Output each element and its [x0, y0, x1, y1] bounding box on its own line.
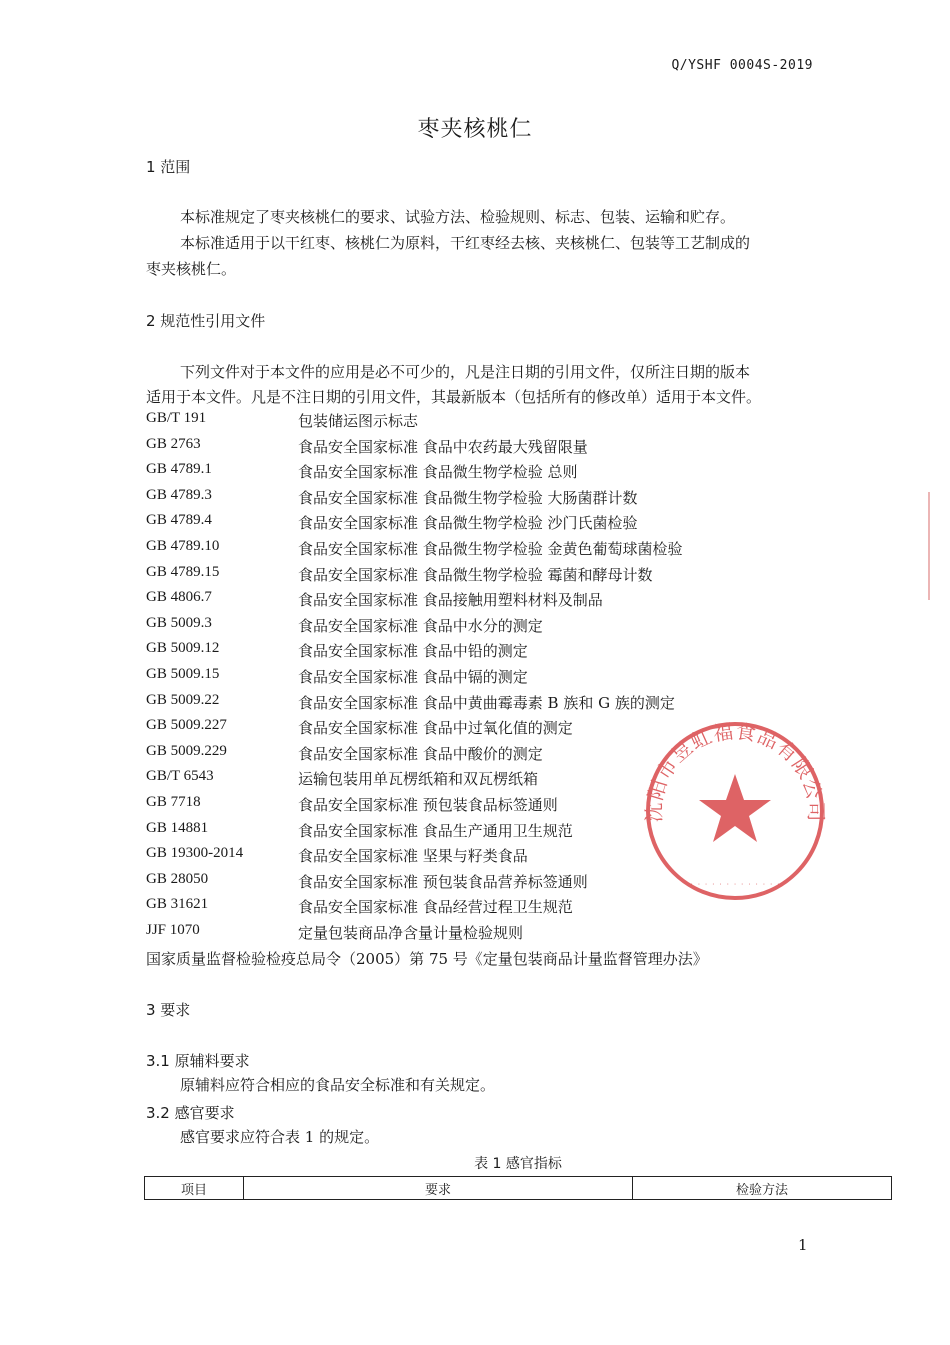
reference-code: JJF 1070 [146, 922, 200, 938]
company-seal [640, 716, 830, 902]
reference-code: GB 14881 [146, 820, 209, 836]
table-header-method: 检验方法 [633, 1177, 892, 1200]
reference-title: 食品安全国家标准 食品中过氧化值的测定 [298, 719, 573, 737]
reference-title: 食品安全国家标准 食品微生物学检验 霉菌和酵母计数 [298, 566, 653, 584]
reference-title: 食品安全国家标准 食品中酸价的测定 [298, 745, 543, 763]
section-2-heading: 2 规范性引用文件 [146, 312, 266, 330]
table-1-caption: 表 1 感官指标 [474, 1156, 562, 1172]
reference-code: GB 7718 [146, 794, 201, 810]
section-2-intro-2: 适用于本文件。凡是不注日期的引用文件，其最新版本（包括所有的修改单）适用于本文件。 [146, 388, 762, 406]
table-header-item: 项目 [145, 1177, 244, 1200]
section-1-paragraph-2b: 枣夹核桃仁。 [146, 260, 237, 278]
reference-title: 食品安全国家标准 食品经营过程卫生规范 [298, 898, 573, 916]
reference-title: 食品安全国家标准 食品中水分的测定 [298, 617, 543, 635]
reference-title: 食品安全国家标准 食品生产通用卫生规范 [298, 822, 573, 840]
reference-code: GB 5009.12 [146, 640, 220, 656]
page-number: 1 [798, 1236, 808, 1254]
section-1-paragraph-1: 本标准规定了枣夹核桃仁的要求、试验方法、检验规则、标志、包装、运输和贮存。 [180, 208, 736, 226]
reference-code: GB 4789.1 [146, 461, 212, 477]
reference-title: 食品安全国家标准 食品中镉的测定 [298, 668, 528, 686]
section-3-heading: 3 要求 [146, 1001, 191, 1019]
section-3-1-text: 原辅料应符合相应的食品安全标准和有关规定。 [180, 1076, 496, 1094]
section-3-2-heading: 3.2 感官要求 [146, 1104, 235, 1122]
reference-title: 食品安全国家标准 坚果与籽类食品 [298, 847, 528, 865]
reference-code: GB 5009.227 [146, 717, 227, 733]
reference-code: GB 4789.3 [146, 487, 212, 503]
table-header-requirement: 要求 [244, 1177, 633, 1200]
reference-code: GB 5009.15 [146, 666, 220, 682]
reference-code: GB/T 191 [146, 410, 207, 426]
reference-code: GB 28050 [146, 871, 209, 887]
section-3-2-text: 感官要求应符合表 1 的规定。 [180, 1128, 380, 1146]
page-edge-mark [928, 492, 944, 600]
reference-code: GB 4789.10 [146, 538, 220, 554]
reference-title: 运输包装用单瓦楞纸箱和双瓦楞纸箱 [298, 770, 539, 788]
reference-title: 食品安全国家标准 食品微生物学检验 金黄色葡萄球菌检验 [298, 540, 683, 558]
reference-title: 食品安全国家标准 食品中铅的测定 [298, 642, 528, 660]
seal-text: 沈阳市昱虹福食品有限公司 [641, 719, 829, 823]
decree-reference: 国家质量监督检验检疫总局令（2005）第 75 号《定量包装商品计量监督管理办法》 [146, 950, 708, 968]
reference-title: 食品安全国家标准 食品中黄曲霉毒素 B 族和 G 族的测定 [298, 694, 675, 712]
reference-title: 食品安全国家标准 预包装食品标签通则 [298, 796, 558, 814]
section-2-intro-1: 下列文件对于本文件的应用是必不可少的，凡是注日期的引用文件，仅所注日期的版本 [180, 363, 751, 381]
seal-star-icon [699, 774, 771, 842]
reference-title: 食品安全国家标准 食品接触用塑料材料及制品 [298, 591, 603, 609]
section-3-1-heading: 3.1 原辅料要求 [146, 1052, 250, 1070]
reference-title: 食品安全国家标准 预包装食品营养标签通则 [298, 873, 588, 891]
sensory-table [144, 1176, 892, 1200]
reference-code: GB 5009.3 [146, 615, 212, 631]
reference-code: GB/T 6543 [146, 768, 214, 784]
reference-title: 食品安全国家标准 食品中农药最大残留限量 [298, 438, 588, 456]
reference-title: 食品安全国家标准 食品微生物学检验 大肠菌群计数 [298, 489, 638, 507]
reference-code: GB 5009.229 [146, 743, 227, 759]
reference-code: GB 5009.22 [146, 692, 220, 708]
reference-title: 食品安全国家标准 食品微生物学检验 沙门氏菌检验 [298, 514, 638, 532]
reference-title: 定量包装商品净含量计量检验规则 [298, 924, 524, 942]
reference-code: GB 4789.15 [146, 564, 220, 580]
reference-title: 包装储运图示标志 [298, 412, 419, 430]
reference-title: 食品安全国家标准 食品微生物学检验 总则 [298, 463, 578, 481]
reference-code: GB 4806.7 [146, 589, 212, 605]
seal-serial: · · · · · · · · · · · · · [689, 881, 781, 888]
section-1-paragraph-2a: 本标准适用于以干红枣、核桃仁为原料，干红枣经去核、夹核桃仁、包装等工艺制成的 [180, 234, 751, 252]
section-1-heading: 1 范围 [146, 158, 191, 176]
reference-code: GB 19300-2014 [146, 845, 244, 861]
page-title: 枣夹核桃仁 [417, 117, 533, 142]
reference-code: GB 4789.4 [146, 512, 212, 528]
reference-code: GB 2763 [146, 436, 201, 452]
reference-code: GB 31621 [146, 896, 209, 912]
document-code: Q/YSHF 0004S-2019 [671, 58, 813, 73]
